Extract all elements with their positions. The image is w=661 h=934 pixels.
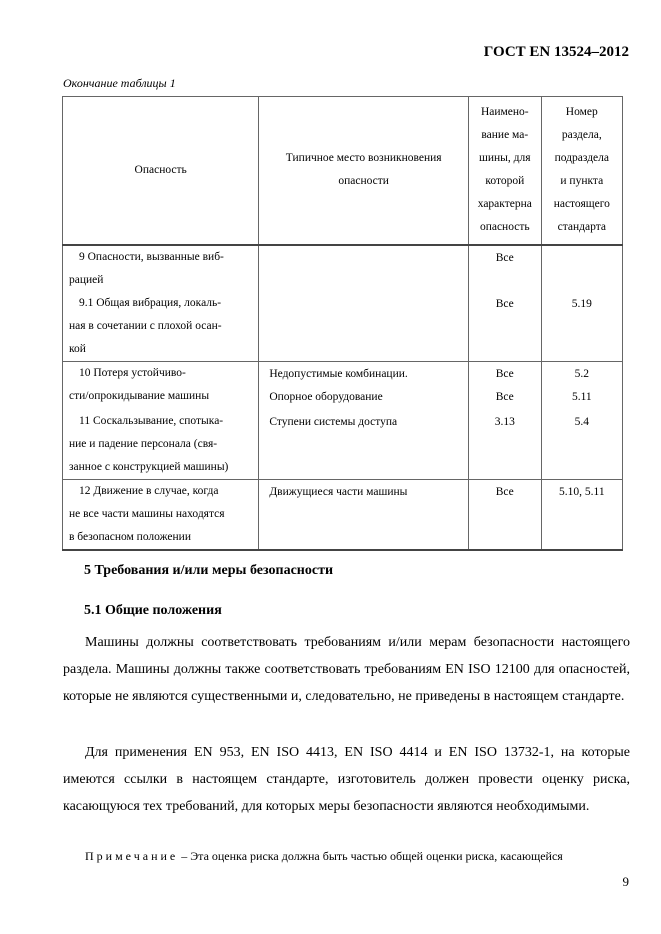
col-header-machine: Наимено- вание ма- шины, для которой характерна опасность xyxy=(469,97,542,245)
machine-cell: Все xyxy=(469,292,542,362)
reference-cell: 5.19 xyxy=(541,292,622,362)
machine-cell: Все Все xyxy=(469,361,542,410)
page-number: 9 xyxy=(622,874,629,889)
note-label: Примечание xyxy=(85,849,179,863)
section-5-1-title: 5.1 Общие положения xyxy=(84,603,222,618)
place-cell: Недопустимые комбинации. Опорное оборудование xyxy=(259,361,469,410)
standard-header: ГОСТ EN 13524–2012 xyxy=(483,44,629,60)
hazard-cell: 11 Соскальзывание, спотыка- ние и падение персонала (свя- занное с конструкцией машины) xyxy=(63,410,259,480)
note-text: – Эта оценка риска должна быть частью общей оценки риска, касающейся xyxy=(181,849,563,863)
hazard-cell: 10 Потеря устойчиво- сти/опрокидывание машины xyxy=(63,361,259,410)
reference-cell: 5.10, 5.11 xyxy=(541,479,622,550)
table-row xyxy=(63,245,623,292)
hazard-cell: 12 Движение в случае, когда не все части машины находятся в безопасном положении xyxy=(63,479,259,550)
place-cell xyxy=(259,245,469,292)
table-row xyxy=(63,410,623,480)
col-header-hazard: Опасность xyxy=(63,97,259,245)
table-caption: Окончание таблицы 1 xyxy=(63,76,176,90)
place-cell: Движущиеся части машины xyxy=(259,479,469,550)
reference-cell: 5.4 xyxy=(541,410,622,480)
table-row xyxy=(63,479,623,550)
machine-cell: Все xyxy=(469,245,542,292)
machine-cell: 3.13 xyxy=(469,410,542,480)
hazard-cell: 9.1 Общая вибрация, локаль- ная в сочетании с плохой осан- кой xyxy=(63,292,259,362)
machine-cell: Все xyxy=(469,479,542,550)
note xyxy=(63,849,630,864)
reference-cell: 5.2 5.11 xyxy=(541,361,622,410)
paragraph-2: Для применения EN 953, EN ISO 4413, EN ISO 4414 и EN ISO 13732-1, на которые имеются ссылки в настоящем стандарте, изготовитель должен провести оценку риска, касающуюся тех требований, для которых меры безопасности являются необходимыми. xyxy=(63,745,630,814)
col-header-reference: Номер раздела, подраздела и пункта настоящего стандарта xyxy=(541,97,622,245)
hazard-cell: 9 Опасности, вызванные виб- рацией xyxy=(63,245,259,292)
section-5-title: 5 Требования и/или меры безопасности xyxy=(84,563,334,578)
table-row xyxy=(63,292,623,362)
place-cell xyxy=(259,292,469,362)
table-row xyxy=(63,361,623,410)
reference-cell xyxy=(541,245,622,292)
hazard-table xyxy=(62,96,623,551)
paragraph-1: Машины должны соответствовать требованиям и/или мерам безопасности настоящего раздела. Машины должны также соответствовать требованиям EN ISO 12100 для опасностей, которые не являются существенными и, следовательно, не приведены в настоящем стандарте. xyxy=(63,635,630,704)
place-cell: Ступени системы доступа xyxy=(259,410,469,480)
col-header-place: Типичное место возникновения опасности xyxy=(259,97,469,245)
